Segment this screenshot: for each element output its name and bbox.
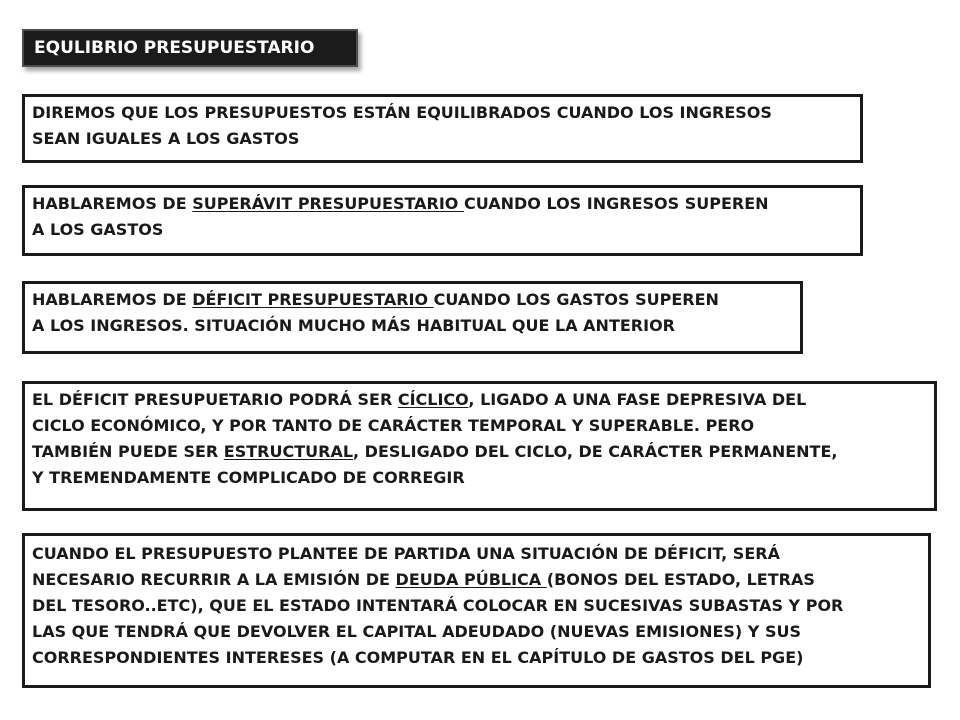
deficit-definition-box [22, 281, 803, 354]
text-segment: EL DÉFICIT PRESUPUETARIO PODRÁ SER [32, 390, 398, 409]
underlined-term-estructural: ESTRUCTURAL [223, 442, 354, 461]
public-debt-box [22, 533, 931, 688]
text-segment: (BONOS DEL ESTADO, LETRAS [546, 570, 815, 589]
slide-title: EQULIBRIO PRESUPUESTARIO [22, 29, 358, 67]
text-line: DEL TESORO..ETC), QUE EL ESTADO INTENTARÁ COLOCAR EN SUCESIVAS SUBASTAS Y POR [32, 596, 844, 615]
text-segment: HABLAREMOS DE [32, 290, 193, 309]
underlined-term-deficit: DÉFICIT PRESUPUESTARIO [192, 290, 434, 309]
balanced-budget-definition-box [22, 94, 863, 163]
underlined-term-deuda-publica: DEUDA PÚBLICA [395, 570, 547, 589]
text-line: SEAN IGUALES A LOS GASTOS [32, 129, 300, 148]
text-line [32, 387, 934, 413]
text-line: A LOS INGRESOS. SITUACIÓN MUCHO MÁS HABITUAL QUE LA ANTERIOR [32, 316, 675, 335]
text-line: CORRESPONDIENTES INTERESES (A COMPUTAR EN EL CAPÍTULO DE GASTOS DEL PGE) [32, 648, 804, 667]
text-segment: TAMBIÉN PUEDE SER [32, 442, 224, 461]
text-segment: CUANDO LOS INGRESOS SUPEREN [463, 194, 769, 213]
text-line [32, 439, 934, 465]
text-segment: NECESARIO RECURRIR A LA EMISIÓN DE [32, 570, 396, 589]
underlined-term-ciclico: CÍCLICO [397, 390, 469, 409]
text-line: A LOS GASTOS [32, 220, 164, 239]
text-line: LAS QUE TENDRÁ QUE DEVOLVER EL CAPITAL ADEUDADO (NUEVAS EMISIONES) Y SUS [32, 622, 801, 641]
text-segment: HABLAREMOS DE [32, 194, 193, 213]
text-line [32, 567, 928, 593]
text-segment: , DESLIGADO DEL CICLO, DE CARÁCTER PERMANENTE, [353, 442, 838, 461]
text-line [32, 191, 860, 217]
text-line: Y TREMENDAMENTE COMPLICADO DE CORREGIR [32, 468, 465, 487]
text-line [32, 287, 800, 313]
text-line: DIREMOS QUE LOS PRESUPUESTOS ESTÁN EQUILIBRADOS CUANDO LOS INGRESOS [32, 103, 772, 122]
deficit-types-box [22, 381, 937, 511]
underlined-term-superavit: SUPERÁVIT PRESUPUESTARIO [192, 194, 464, 213]
text-segment: , LIGADO A UNA FASE DEPRESIVA DEL [468, 390, 807, 409]
surplus-definition-box [22, 185, 863, 256]
text-segment: CUANDO LOS GASTOS SUPEREN [433, 290, 719, 309]
text-line: CICLO ECONÓMICO, Y POR TANTO DE CARÁCTER TEMPORAL Y SUPERABLE. PERO [32, 416, 755, 435]
text-line: CUANDO EL PRESUPUESTO PLANTEE DE PARTIDA UNA SITUACIÓN DE DÉFICIT, SERÁ [32, 544, 780, 563]
